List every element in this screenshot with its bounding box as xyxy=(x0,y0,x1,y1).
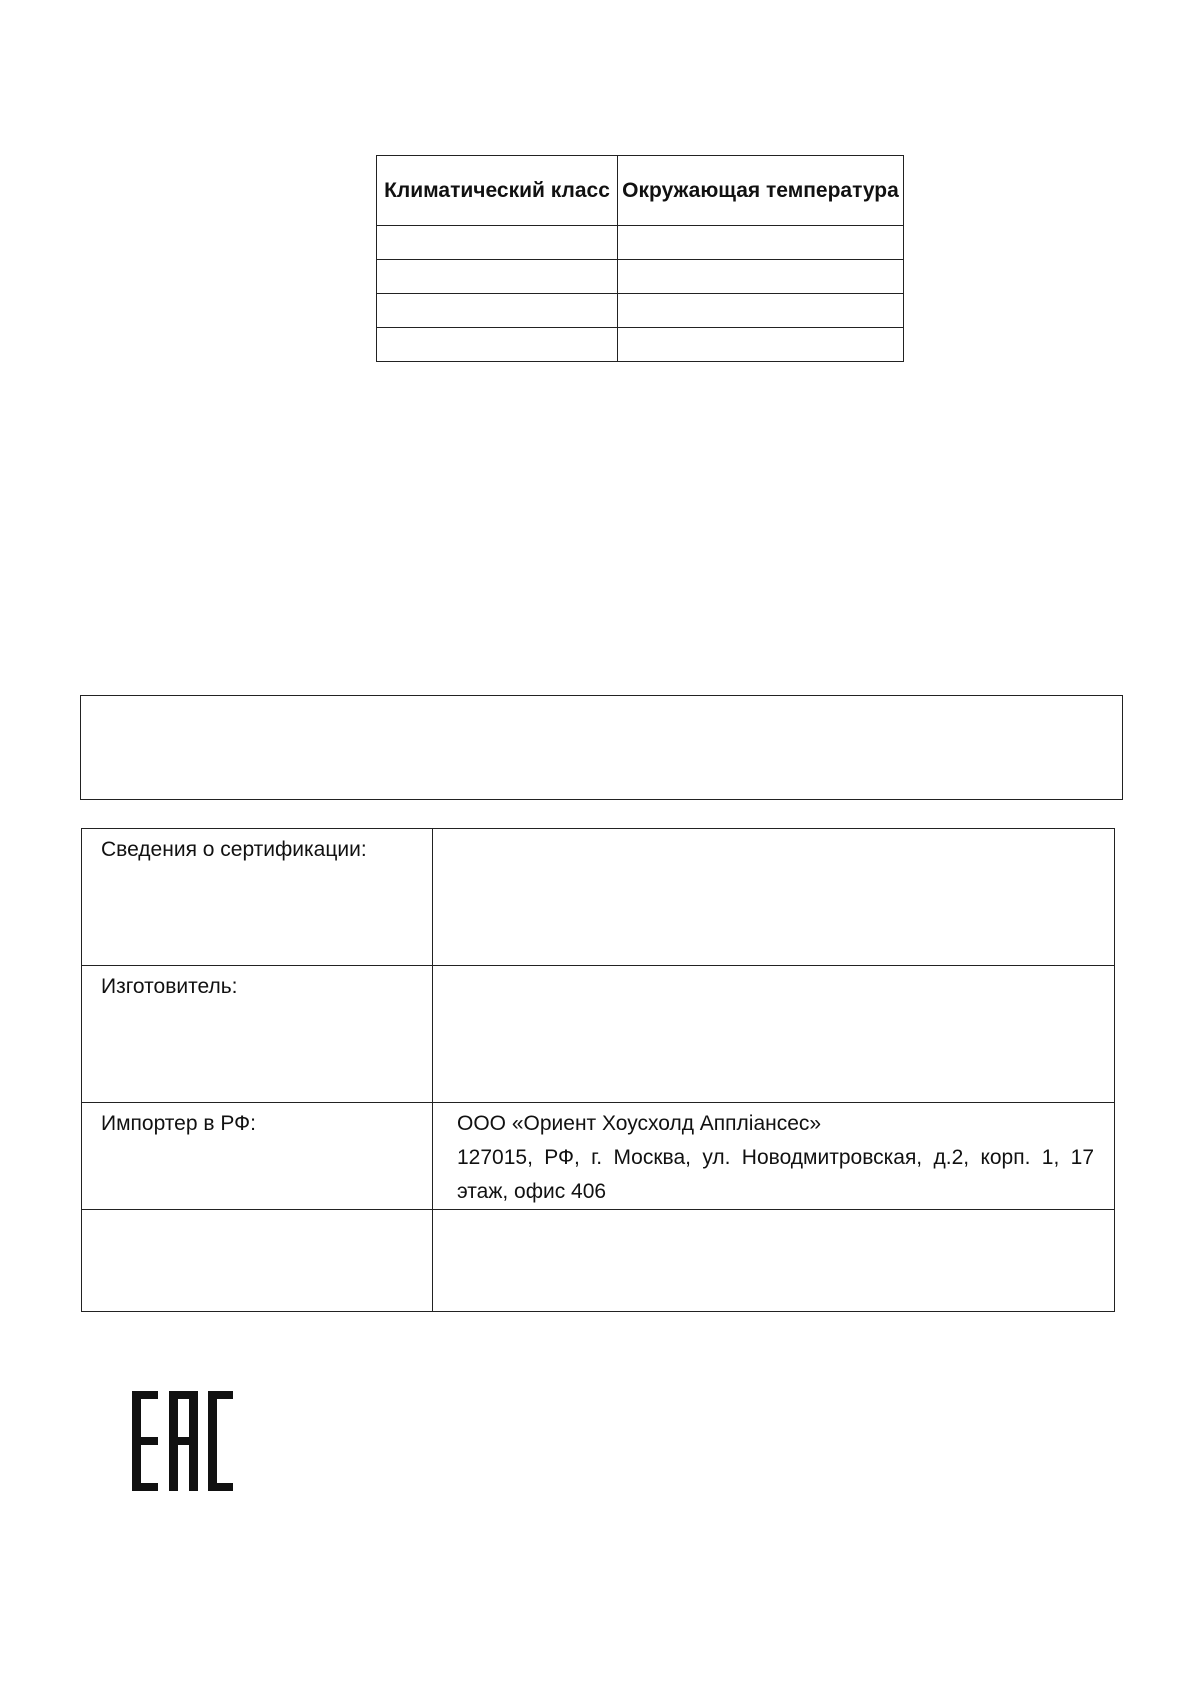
certification-label: Сведения о сертификации: xyxy=(82,829,433,966)
certification-row xyxy=(82,829,1115,966)
table-row xyxy=(377,294,904,328)
temperature-cell xyxy=(618,226,904,260)
certification-value xyxy=(433,829,1115,966)
importer-name: ООО «Ориент Хоусхолд Аппліансес» xyxy=(457,1112,822,1135)
temperature-cell xyxy=(618,294,904,328)
table-row xyxy=(377,328,904,362)
table-row xyxy=(377,226,904,260)
manufacturer-value xyxy=(433,966,1115,1103)
climate-class-cell xyxy=(377,328,618,362)
temperature-cell xyxy=(618,260,904,294)
climate-table-header-row xyxy=(377,156,904,226)
climate-class-cell xyxy=(377,226,618,260)
importer-value xyxy=(433,1103,1115,1210)
extra-value xyxy=(433,1210,1115,1312)
importer-address: 127015, РФ, г. Москва, ул. Новодмитровская, д.2, корп. 1, 17 этаж, офис 406 xyxy=(457,1146,1094,1203)
eac-logo-icon xyxy=(132,1391,233,1491)
table-row xyxy=(377,260,904,294)
manufacturer-label: Изготовитель: xyxy=(82,966,433,1103)
importer-row xyxy=(82,1103,1115,1210)
empty-frame-box xyxy=(80,695,1123,800)
climate-class-cell xyxy=(377,294,618,328)
climate-class-table xyxy=(376,155,904,362)
extra-label xyxy=(82,1210,433,1312)
extra-row xyxy=(82,1210,1115,1312)
product-info-table xyxy=(81,828,1115,1312)
importer-label: Импортер в РФ: xyxy=(82,1103,433,1210)
ambient-temperature-header: Окружающая температура xyxy=(618,156,904,226)
temperature-cell xyxy=(618,328,904,362)
eac-logo-shapes xyxy=(132,1391,233,1491)
manufacturer-row xyxy=(82,966,1115,1103)
climate-class-cell xyxy=(377,260,618,294)
climate-class-header: Климатический класс xyxy=(377,156,618,226)
